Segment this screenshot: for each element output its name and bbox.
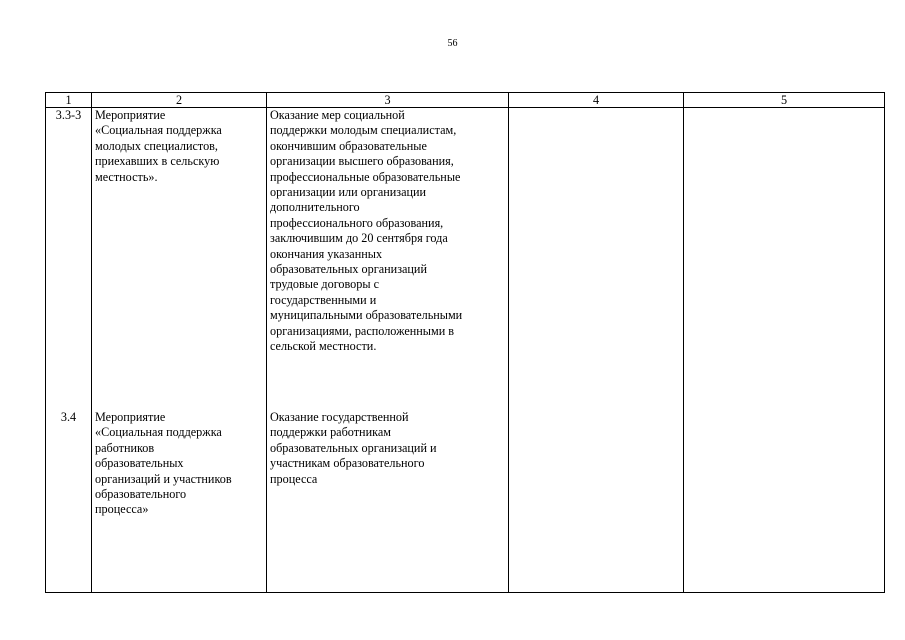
column-header-2: 2 xyxy=(92,93,267,108)
measure-description-text: Оказание мер социальной поддержки молодым специалистам, окончившим образовательные организации высшего образования, профессиональные образовательные организации или организации дополнительного профессионального образования, заключившим до 20 сентября года окончания указанных образовательных организаций трудовые договоры с государственными и муниципальными образовательными организациями, расположенными в сельской местности. xyxy=(270,108,463,354)
column-header-3: 3 xyxy=(267,93,509,108)
measure-name-text: Мероприятие «Социальная поддержка работников образовательных организаций и участников образовательного процесса» xyxy=(95,410,232,517)
row-number-text: 3.3-3 xyxy=(55,108,82,122)
column-5-cell xyxy=(684,410,885,593)
row-number-text: 3.4 xyxy=(60,410,77,424)
measure-name-cell xyxy=(92,410,267,593)
program-table xyxy=(45,92,885,593)
column-4-cell xyxy=(509,410,684,593)
table-row xyxy=(46,108,885,411)
table-header-row xyxy=(46,93,885,108)
column-header-4: 4 xyxy=(509,93,684,108)
column-header-1: 1 xyxy=(46,93,92,108)
measure-description-cell xyxy=(267,410,509,593)
measure-name-cell xyxy=(92,108,267,411)
column-5-cell xyxy=(684,108,885,411)
column-header-5: 5 xyxy=(684,93,885,108)
measure-description-cell xyxy=(267,108,509,411)
row-number xyxy=(46,108,92,411)
measure-name-text: Мероприятие «Социальная поддержка молодых специалистов, приехавших в сельскую местность». xyxy=(95,108,222,184)
measure-description-text: Оказание государственной поддержки работникам образовательных организаций и участникам образовательного процесса xyxy=(270,410,437,486)
column-4-cell xyxy=(509,108,684,411)
row-number xyxy=(46,410,92,593)
table-row xyxy=(46,410,885,593)
page-number: 56 xyxy=(447,38,458,49)
